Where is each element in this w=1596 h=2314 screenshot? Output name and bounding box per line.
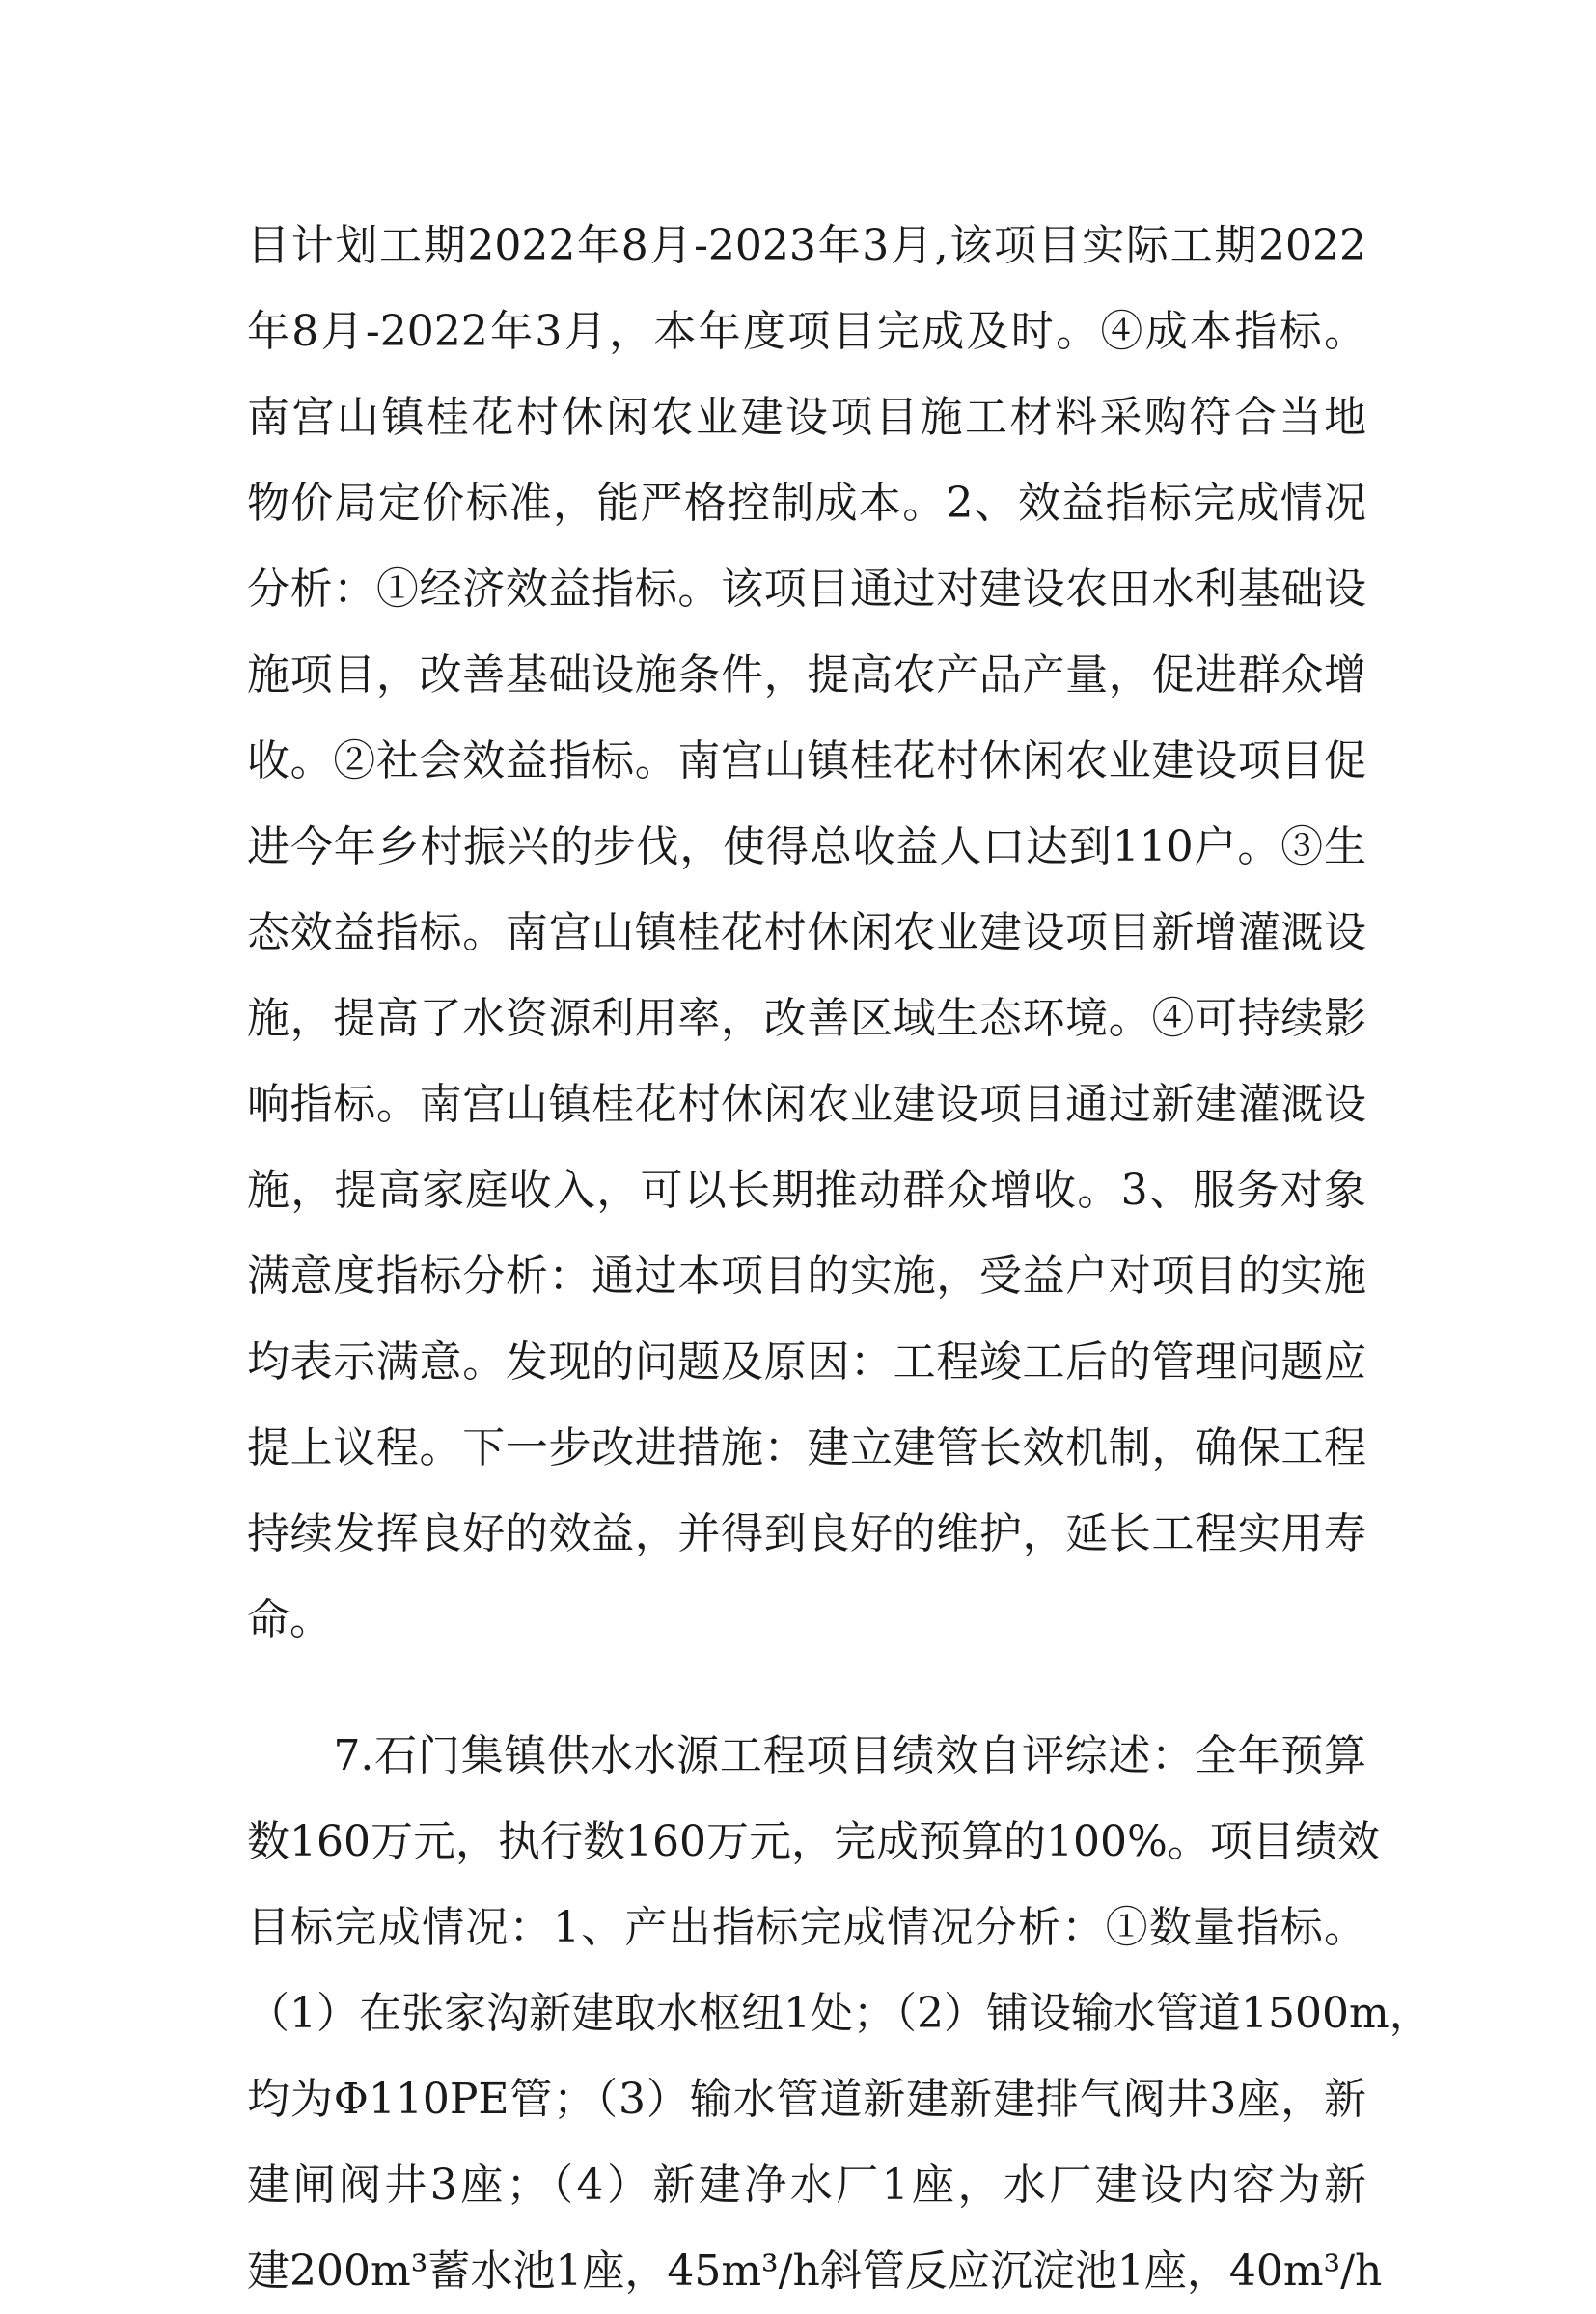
text-line: 施项目，改善基础设施条件，提高农产品产量，促进群众增 [247,650,1366,700]
text-line: 物价局定价标准，能严格控制成本。2、效益指标完成情况 [247,479,1366,528]
text-line: 命。 [247,1595,332,1644]
text-line: 建200m³蓄水池1座，45m³/h斜管反应沉淀池1座，40m³/h [247,2246,1383,2296]
text-line: 数160万元，执行数160万元，完成预算的100%。项目绩效 [247,1817,1380,1866]
text-line: 均为Φ110PE管；（3）输水管道新建新建排气阀井3座，新 [247,2075,1366,2124]
text-line: 年8月-2022年3月，本年度项目完成及时。④成本指标。 [247,307,1366,356]
text-line: 提上议程。下一步改进措施：建立建管长效机制，确保工程 [247,1423,1366,1473]
text-line: 施，提高家庭收入，可以长期推动群众增收。3、服务对象 [247,1166,1366,1215]
text-line: 建闸阀井3座；（4）新建净水厂1座，水厂建设内容为新 [247,2161,1366,2210]
text-line: 持续发挥良好的效益，并得到良好的维护，延长工程实用寿 [247,1509,1366,1558]
text-line: 目标完成情况：1、产出指标完成情况分析：①数量指标。 [247,1903,1366,1952]
paragraph-gap [247,1663,1366,1713]
text-line: 态效益指标。南宫山镇桂花村休闲农业建设项目新增灌溉设 [247,908,1366,957]
text-line: 收。②社会效益指标。南宫山镇桂花村休闲农业建设项目促 [247,736,1366,785]
text-line: 满意度指标分析：通过本项目的实施，受益户对项目的实施 [247,1252,1366,1301]
body-text [247,203,1432,2314]
text-line: 南宫山镇桂花村休闲农业建设项目施工材料采购符合当地 [247,393,1366,442]
text-line: 目计划工期2022年8月-2023年3月,该项目实际工期2022 [247,221,1366,270]
text-line: 响指标。南宫山镇桂花村休闲农业建设项目通过新建灌溉设 [247,1080,1366,1129]
text-line: （1）在张家沟新建取水枢纽1处；（2）铺设输水管道1500m， [247,1989,1432,2038]
text-line: 进今年乡村振兴的步伐，使得总收益人口达到110户。③生 [247,822,1366,871]
text-line: 7.石门集镇供水水源工程项目绩效自评综述：全年预算 [247,1731,1366,1780]
text-line: 分析：①经济效益指标。该项目通过对建设农田水利基础设 [247,565,1366,614]
text-line: 均表示满意。发现的问题及原因：工程竣工后的管理问题应 [247,1337,1366,1387]
text-line: 施，提高了水资源利用率，改善区域生态环境。④可持续影 [247,994,1366,1043]
